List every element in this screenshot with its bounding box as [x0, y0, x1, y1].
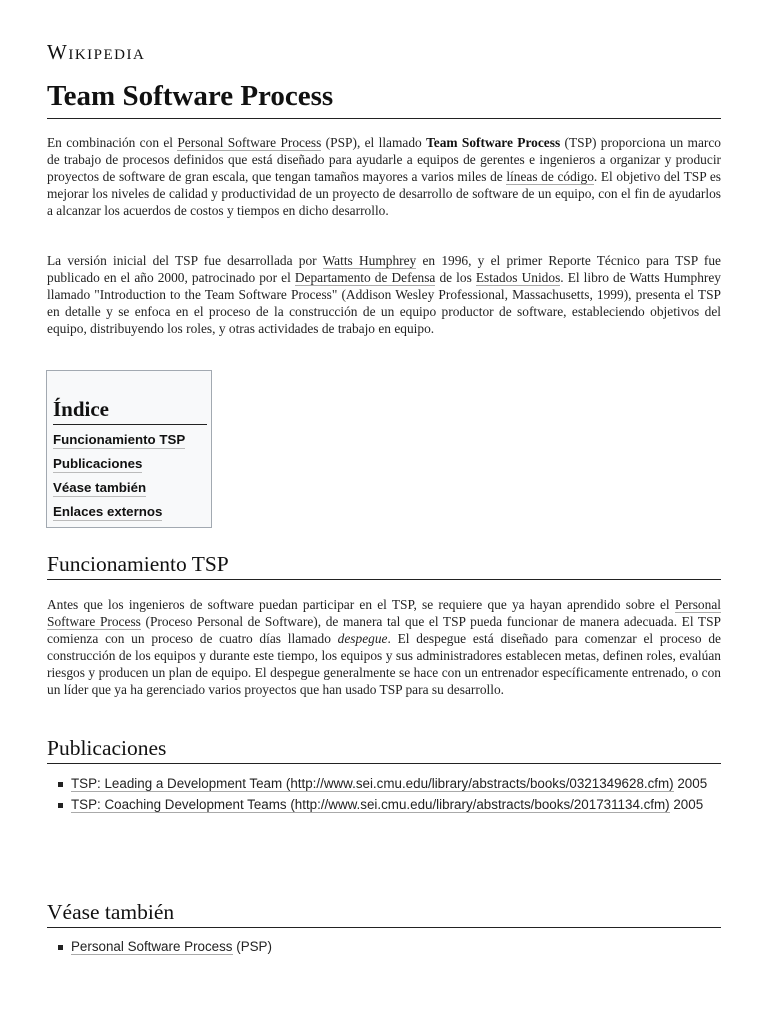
toc-item-funcionamiento[interactable]: Funcionamiento TSP — [53, 432, 186, 447]
text: de los — [435, 270, 476, 286]
section-heading-funcionamiento: Funcionamiento TSP — [47, 550, 721, 580]
link-watts-humphrey[interactable]: Watts Humphrey — [322, 253, 417, 268]
link-personal-software-process[interactable]: Personal Software Process — [177, 135, 322, 150]
link-personal-software-process[interactable]: Personal Software Process — [71, 939, 233, 954]
list-item — [47, 797, 721, 814]
publicaciones-list — [47, 776, 721, 817]
toc-item-publicaciones[interactable]: Publicaciones — [53, 456, 143, 471]
list-item — [47, 939, 721, 956]
publication-year: 2005 — [673, 776, 708, 791]
list-item — [47, 776, 721, 793]
vease-tambien-list — [47, 939, 721, 960]
italic-term: despegue — [337, 631, 388, 647]
wikipedia-wordmark[interactable]: Wikipedia — [47, 40, 146, 64]
link-departamento-de-defensa[interactable]: Departamento de Defensa — [294, 270, 436, 286]
text: Antes que los ingenieros de software puedan participar en el TSP, se requiere que ya hayan aprendido sobre el — [47, 597, 675, 612]
link-estados-unidos[interactable]: Estados Unidos — [475, 270, 561, 286]
text: en 1996, y el primer Reporte Técnico para TSP fue publicado en el año 2000, patrocinado por el — [47, 253, 721, 286]
text: (PSP), el llamado — [321, 135, 427, 150]
link-suffix: (PSP) — [232, 939, 272, 954]
text: (Proceso Personal de Software), de manera tal que el TSP pueda funcionar de manera adecuada. El TSP comienza con un proceso de cuatro días llamado — [47, 614, 721, 647]
bold-term: Team Software Process — [426, 135, 561, 150]
link-lineas-de-codigo[interactable]: líneas de código — [506, 169, 594, 185]
section-heading-publicaciones: Publicaciones — [47, 734, 721, 764]
funcionamiento-paragraph — [47, 596, 721, 699]
link-personal-software-process[interactable]: Personal Software Process — [47, 597, 721, 630]
intro-paragraph-1 — [47, 134, 721, 219]
toc-item-vease-tambien[interactable]: Véase también — [53, 480, 147, 495]
text: La versión inicial del TSP fue desarrollada por — [47, 253, 323, 268]
table-of-contents — [46, 370, 212, 528]
text: . El despegue está diseñado para comenzar el proceso de construcción de los equipos y durante este tiempo, los equipos y sus administradores establecen metas, definen roles, evalúan riesgos y producen un plan de equipo. El despegue generalmente se hace con un entrenador específicamente entrenado, o con un líder que ya ha gerenciado varios proyectos que han usado TSP para su desarrollo. — [47, 631, 721, 698]
section-heading-vease-tambien: Véase también — [47, 898, 721, 928]
toc-item-enlaces-externos[interactable]: Enlaces externos — [53, 504, 163, 519]
text: En combinación con el — [47, 135, 178, 150]
publication-year: 2005 — [669, 796, 704, 812]
text: . El objetivo del TSP es mejorar los niveles de calidad y productividad de un proyecto de desarrollo de software de un equipo, con el fin de ayudarlos a alcanzar los acuerdos de costos y tiempos en dicho desarrollo. — [47, 169, 721, 219]
toc-title: Índice — [53, 395, 207, 425]
publication-link[interactable]: TSP: Coaching Development Teams (http://www.sei.cmu.edu/library/abstracts/books/201731134.cfm) — [71, 796, 670, 812]
text: . El libro de Watts Humphrey llamado "Introduction to the Team Software Process" (Addison Wesley Professional, Massachusetts, 1999), presenta el TSP en detalle y se enfoca en el proceso de la construcción de un equipo productor de software, estableciendo objetivos del equipo, distribuyendo los roles, y otras actividades de trabajo en equipo. — [47, 270, 722, 337]
intro-paragraph-2 — [47, 252, 721, 337]
text: (TSP) proporciona un marco de trabajo de procesos definidos que está diseñado para ayudarle a equipos de gerentes e ingenieros a organizar y producir proyectos de software de gran escala, que tengan tamaños mayores a varios miles de — [47, 135, 722, 185]
publication-link[interactable]: TSP: Leading a Development Team (http://www.sei.cmu.edu/library/abstracts/books/0321349628.cfm) — [71, 776, 674, 791]
page-title: Team Software Process — [47, 78, 721, 119]
